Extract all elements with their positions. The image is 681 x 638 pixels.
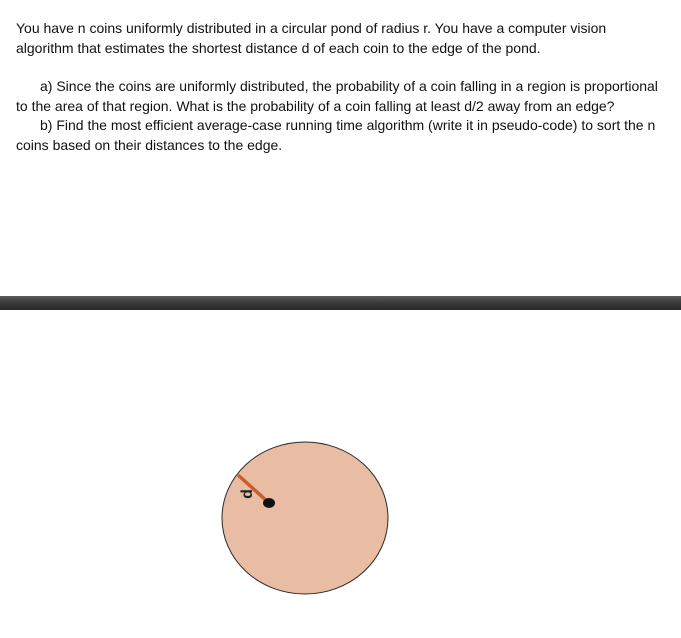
- distance-label: d: [239, 489, 256, 499]
- part-a-rest: proportional to the area of that region. What is the probability of a coin falling at least d/2 away from an edge?: [16, 78, 658, 114]
- pond-circle: [222, 442, 388, 594]
- part-b-prefix: b) Find the most efficient average-case running time algorithm (write it in pseudo-code) to: [40, 117, 594, 133]
- part-a-prefix: a) Since the coins are uniformly distributed, the probability of a coin falling in a region is: [40, 78, 581, 94]
- coin-dot: [263, 498, 275, 508]
- problem-intro: You have n coins uniformly distributed in a circular pond of radius r. You have a computer vision algorithm that estimates the shortest distance d of each coin to the edge of the pond.: [16, 20, 607, 56]
- part-b-rest: sort the n coins based on their distances to the edge.: [16, 117, 656, 153]
